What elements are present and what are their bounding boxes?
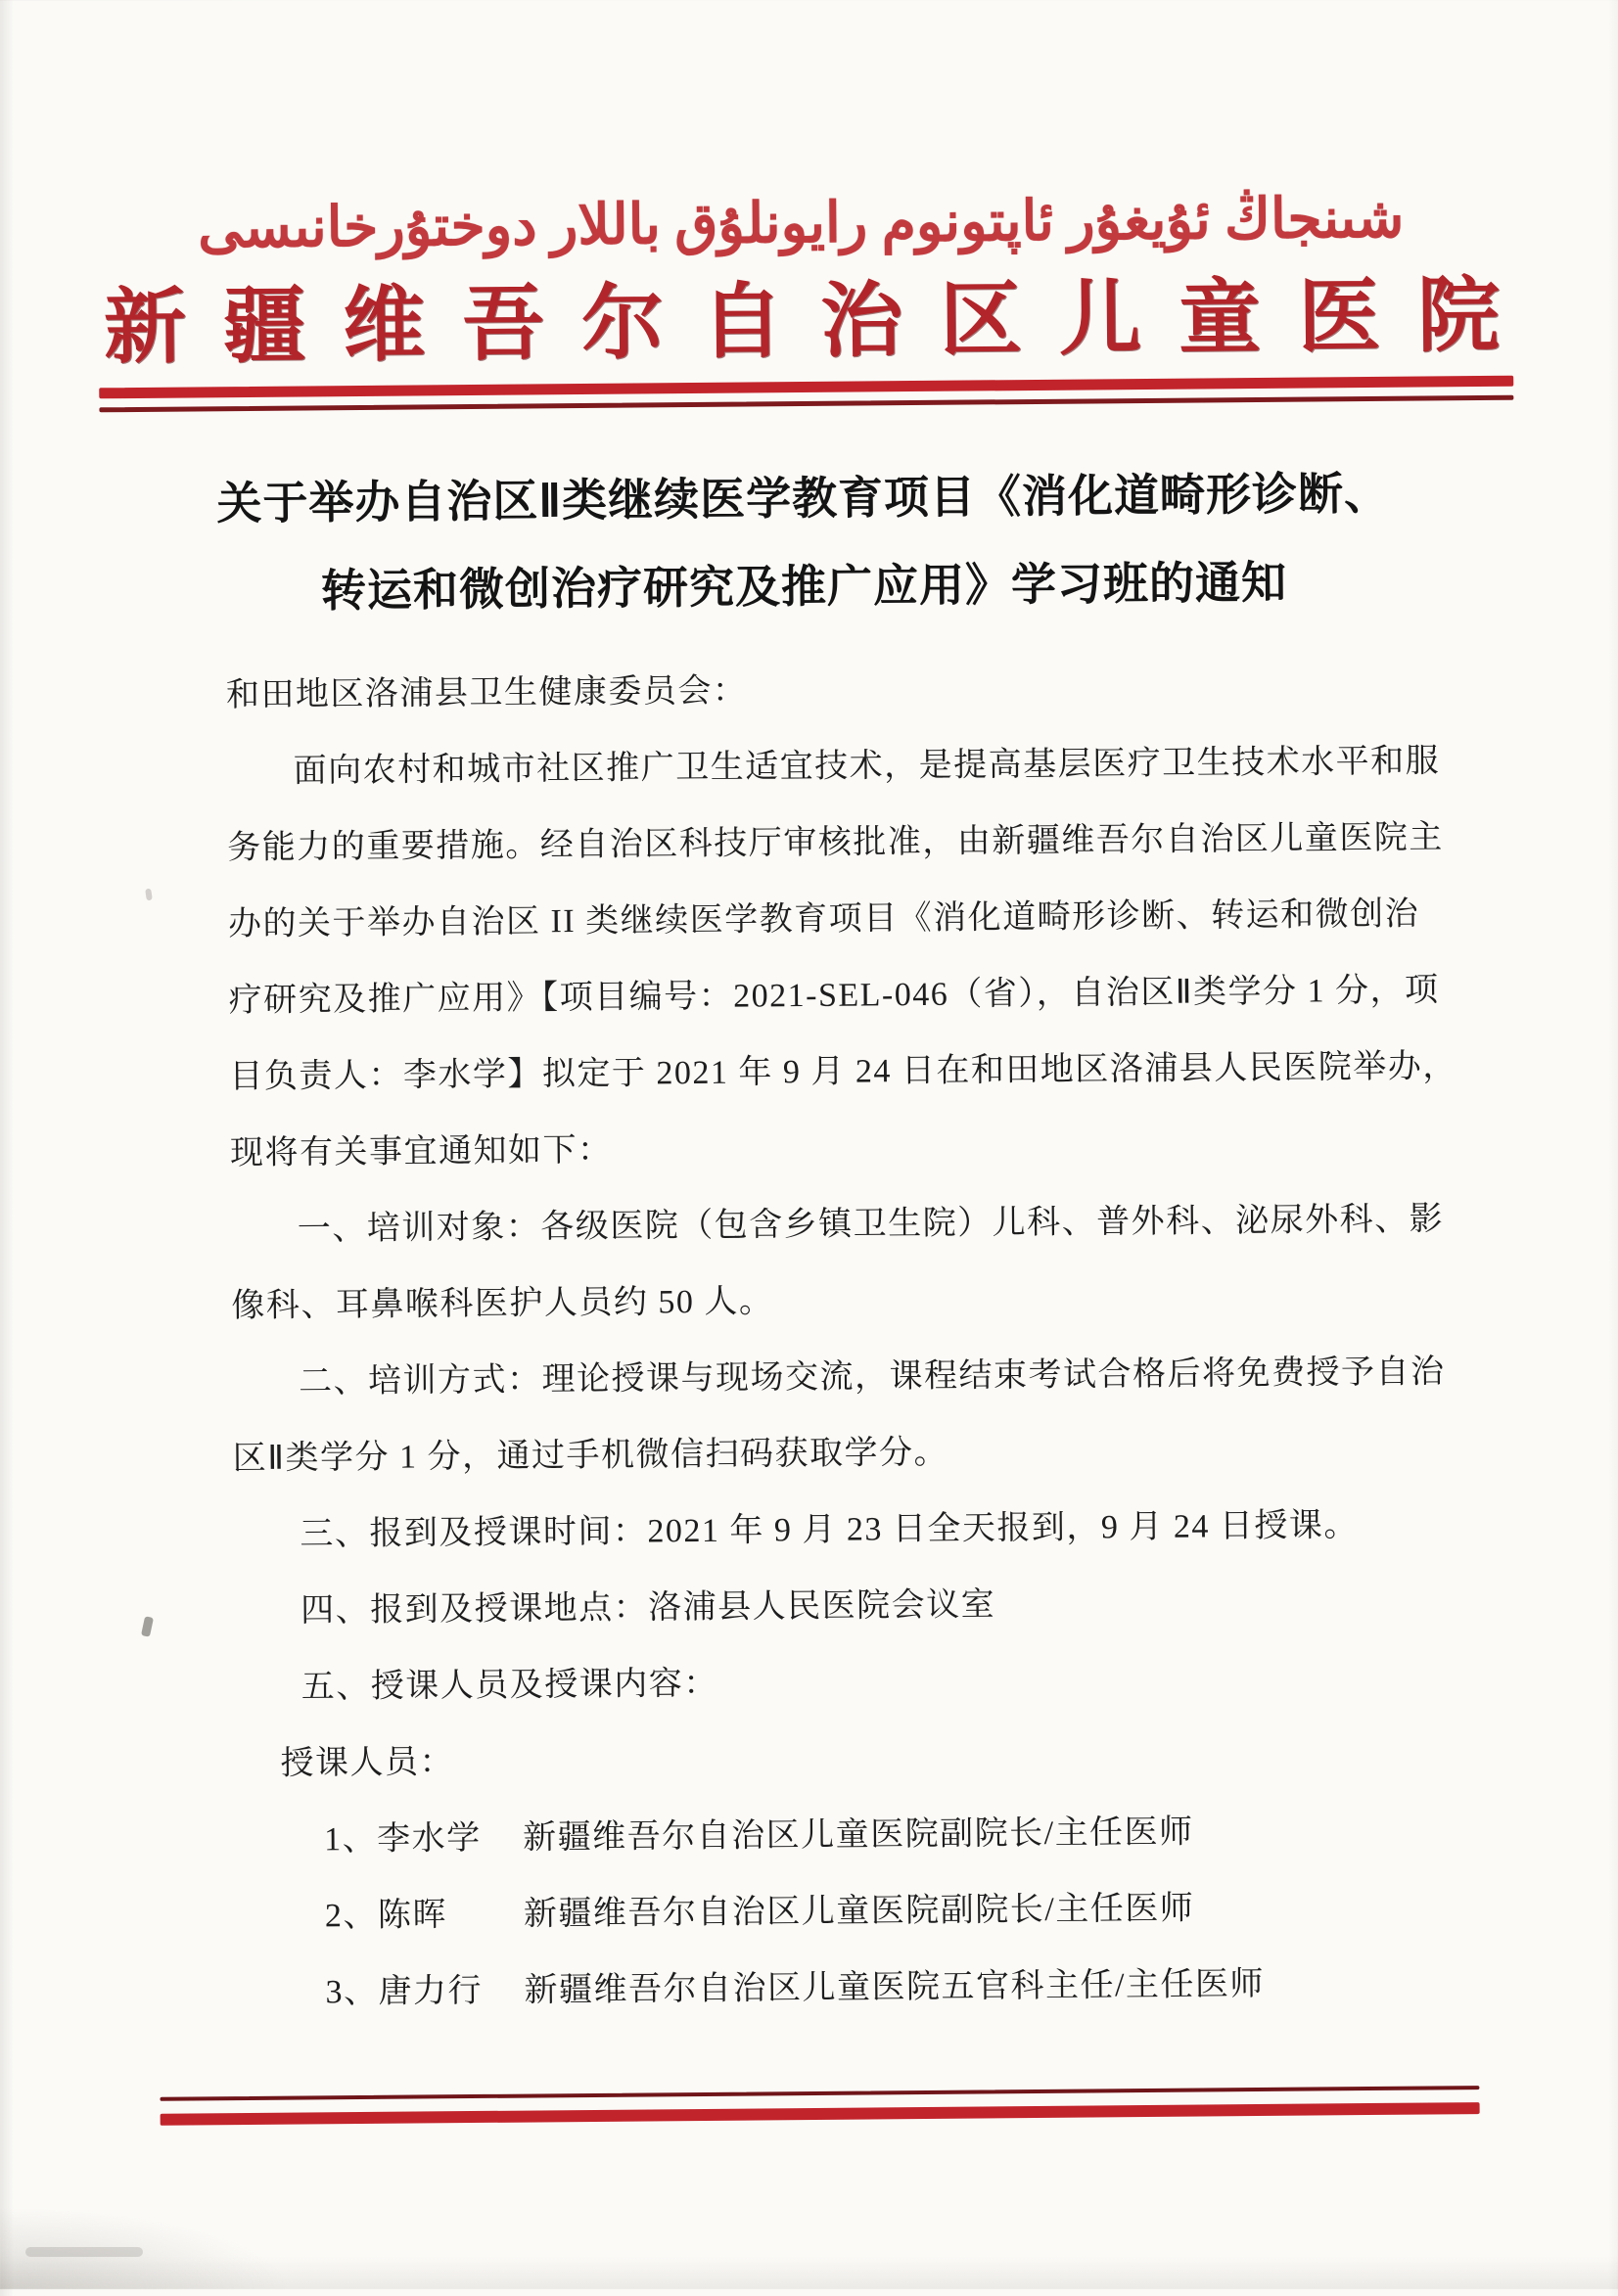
lecturer-number: 1、 [324, 1820, 378, 1859]
lecturer-number: 3、 [325, 1973, 379, 2011]
body-line: 务能力的重要措施。经自治区科技厅审核批准，由新疆维吾尔自治区儿童医院主 [227, 819, 1444, 867]
lecturer-name: 陈晖 [377, 1897, 448, 1934]
lecturer-title: 新疆维吾尔自治区儿童医院副院长/主任医师 [523, 1814, 1194, 1857]
body-line-item-3: 三、报到及授课时间：2021 年 9 月 23 日全天报到，9 月 24 日授课。 [300, 1507, 1360, 1553]
lecturer-row [236, 1793, 1429, 1880]
letterhead-divider [99, 376, 1513, 413]
body-line-item-2: 二、培训方式：理论授课与现场交流，课程结束考试合格后将免费授予自治 [298, 1354, 1446, 1401]
lecturer-left [325, 1953, 525, 2032]
lecturer-title: 新疆维吾尔自治区儿童医院副院长/主任医师 [523, 1890, 1195, 1933]
lecturer-name: 唐力行 [378, 1972, 484, 2010]
body-line: 区Ⅱ类学分 1 分，通过手机微信扫码获取学分。 [232, 1434, 949, 1478]
lecturers-label: 授课人员： [280, 1744, 455, 1782]
body-line-item-5: 五、授课人员及授课内容： [300, 1665, 718, 1706]
lecturer-left [325, 1877, 525, 1955]
lecturer-left [324, 1801, 524, 1879]
notice-title-line-1: 关于举办自治区Ⅱ类继续医学教育项目《消化道畸形诊断、 [216, 468, 1391, 529]
lecturer-number: 2、 [324, 1897, 379, 1935]
hospital-name-uyghur: شىنجاڭ ئۇيغۇر ئاپتونوم رايونلۇق باللار دوختۇرخانىسى [197, 187, 1405, 260]
body-line-item-1: 一、培训对象：各级医院（包含乡镇卫生院）儿科、普外科、泌尿外科、影 [297, 1201, 1445, 1248]
body-line: 面向农村和城市社区推广卫生适宜技术，是提高基层医疗卫生技术水平和服 [293, 743, 1441, 790]
hospital-name-chinese: 新疆维吾尔自治区儿童医院 [103, 270, 1538, 375]
lecturer-row [237, 1946, 1430, 2033]
body-line-item-4: 四、报到及授课地点：洛浦县人民医院会议室 [300, 1586, 996, 1630]
lecturer-row [237, 1869, 1430, 1956]
letterhead [0, 0, 1611, 413]
body-line: 目负责人：李水学】拟定于 2021 年 9 月 24 日在和田地区洛浦县人民医院举办， [229, 1048, 1457, 1096]
notice-body [225, 648, 1457, 2033]
body-line: 疗研究及推广应用》【项目编号：2021-SEL-046（省），自治区Ⅱ类学分 1 分，项 [228, 972, 1440, 1020]
addressee: 和田地区洛浦县卫生健康委员会： [225, 672, 748, 714]
body-line: 办的关于举办自治区 II 类继续医学教育项目《消化道畸形诊断、转运和微创治 [227, 895, 1420, 943]
scan-artifact [25, 2247, 143, 2257]
footer-divider [160, 2086, 1479, 2126]
body-line: 现将有关事宜通知如下： [229, 1131, 613, 1172]
notice-title-line-2: 转运和微创治疗研究及推广应用》学习班的通知 [320, 557, 1288, 617]
notice-title [151, 449, 1457, 637]
lecturer-name: 李水学 [377, 1819, 482, 1858]
body-line: 像科、耳鼻喉科医护人员约 50 人。 [231, 1283, 774, 1325]
lecturer-title: 新疆维吾尔自治区儿童医院五官科主任/主任医师 [524, 1965, 1266, 2009]
